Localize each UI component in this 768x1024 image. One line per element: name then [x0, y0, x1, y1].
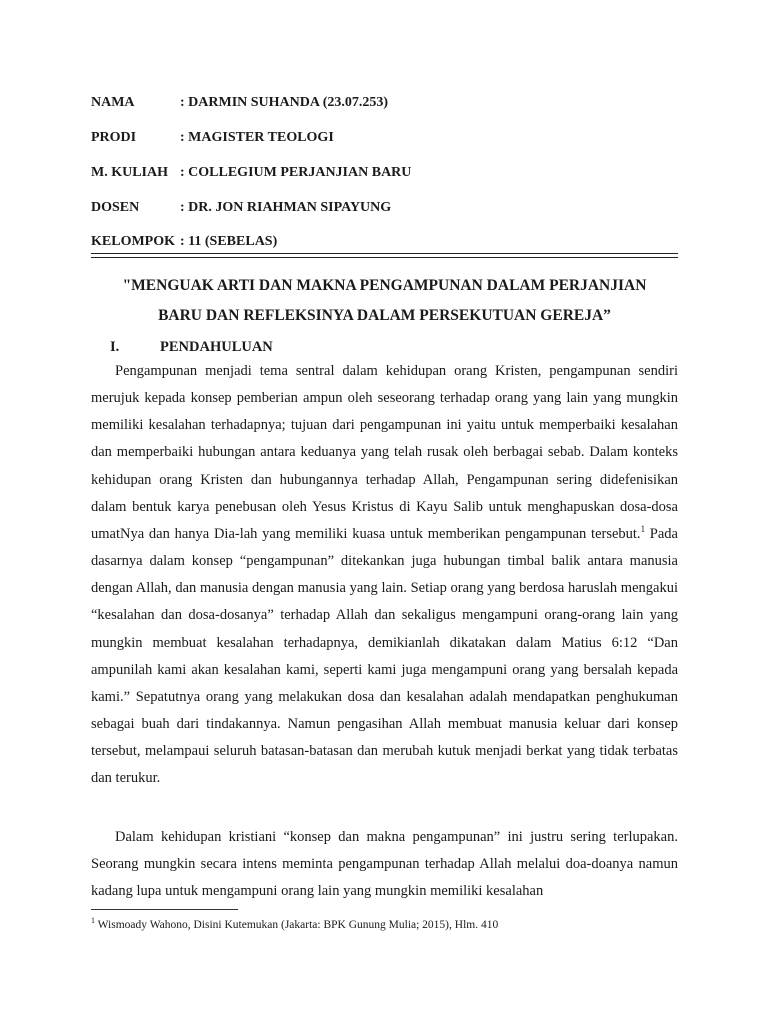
header-row-mata-kuliah — [91, 163, 411, 183]
footnote-text: Wismoady Wahono, Disini Kutemukan (Jakarta: BPK Gunung Mulia; 2015), Hlm. 410 — [95, 918, 499, 931]
header-row-nama — [91, 93, 388, 113]
header-label: PRODI — [91, 130, 137, 145]
footnote-mark: 1 — [91, 916, 95, 925]
section-heading — [110, 337, 273, 357]
header-label: DOSEN — [91, 200, 140, 215]
header-value: : MAGISTER TEOLOGI — [180, 130, 334, 145]
header-row-prodi — [91, 128, 334, 148]
header-label: NAMA — [91, 95, 135, 110]
paragraph-second: Dalam kehidupan kristiani “konsep dan makna pengampunan” ini justru sering terlupakan. Seorang mungkin secara intens meminta pengampunan terhadap Allah melalui doa-doanya namun kadang lupa untuk mengampuni orang lain yang mungkin memiliki kesalahan — [91, 829, 678, 900]
header-divider-top — [91, 253, 678, 254]
footnote-reference[interactable]: 1 — [640, 524, 646, 535]
header-value: : 11 (SEBELAS) — [180, 234, 278, 249]
footnote — [91, 913, 498, 933]
section-number: I. — [110, 339, 120, 355]
document-title-line-2: BARU DAN REFLEKSINYA DALAM PERSEKUTUAN GEREJA” — [158, 307, 611, 324]
header-label: KELOMPOK — [91, 234, 175, 249]
footnote-divider — [91, 909, 238, 910]
paragraph-text: Pengampunan menjadi tema sentral dalam kehidupan orang Kristen, pengampunan sendiri merujuk kepada konsep pemberian ampun oleh seseorang terhadap orang yang lain yang mungkin memiliki kesalahan terhadapnya; tujuan dari pengampunan ini yaitu untuk memperbaiki kesalahan dan memperbaiki hubungan antara keduanya yang telah rusak oleh berbagai sebab. Dalam konteks kehidupan orang Kristen dan hubungannya terhadap Allah, Pengampunan sering didefenisikan dalam bentuk karya penebusan oleh Yesus Kristus di Kayu Salib untuk menghapuskan dosa-dosa umatNya dan hanya Dia-lah yang memiliki kuasa untuk memberikan pengampunan tersebut. — [91, 363, 678, 542]
paragraph-text: Pada dasarnya dalam konsep “pengampunan” ditekankan juga hubungan timbal balik antara manusia dengan Allah, dan manusia dengan manusia yang lain. Setiap orang yang berdosa haruslah mengakui “kesalahan dan dosa-dosanya” terhadap Allah dan sekaligus mengampuni orang-orang lain yang mungkin membuat kesalahan terhadapnya, demikianlah dikatakan dalam Matius 6:12 “Dan ampunilah kami akan kesalahan kami, seperti kami juga mengampuni orang yang bersalah kepada kami.” Sepatutnya orang yang melakukan dosa dan kesalahan adalah mendapatkan penghukuman sebagai buah dari tindakannya. Namun pengasihan Allah membuat manusia keluar dari konsep tersebut, melampaui seluruh batasan-batasan dan merubah kutuk menjadi berkat yang tidak terbatas dan terukur. — [91, 525, 678, 787]
header-value: : DR. JON RIAHMAN SIPAYUNG — [180, 200, 392, 215]
section-title: PENDAHULUAN — [160, 339, 273, 355]
header-value: : DARMIN SUHANDA (23.07.253) — [180, 95, 389, 110]
header-label: M. KULIAH — [91, 165, 168, 180]
header-row-dosen — [91, 198, 391, 218]
header-value: : COLLEGIUM PERJANJIAN BARU — [180, 165, 412, 180]
header-row-kelompok — [91, 232, 277, 252]
header-divider-bottom — [91, 257, 678, 258]
paragraph-introduction — [91, 358, 678, 793]
document-title-line-1: "MENGUAK ARTI DAN MAKNA PENGAMPUNAN DALAM PERJANJIAN — [122, 277, 647, 294]
